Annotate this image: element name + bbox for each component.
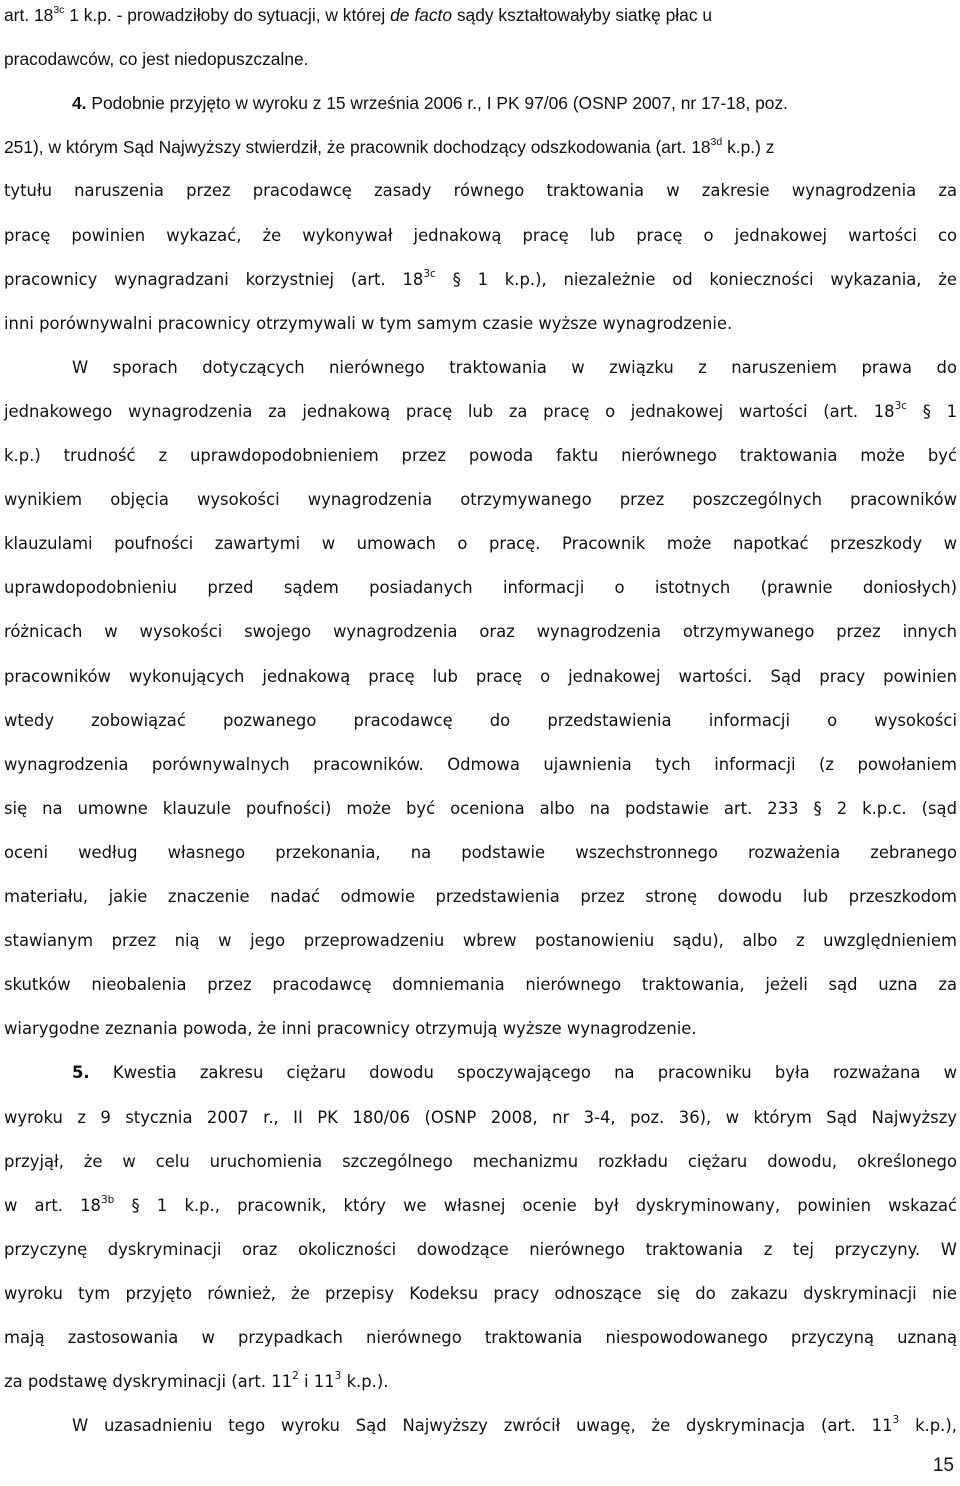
text-run: inni porównywalni pracownicy otrzymywali w tym samym czasie wyższe wynagrodzenie. [4, 313, 733, 333]
superscript: 3c [894, 399, 908, 412]
text-run: wtedy zobowiązać pozwanego pracodawcę do przedstawienia informacji o wysokości [4, 710, 957, 730]
superscript: 3c [53, 4, 65, 16]
text-run: mają zastosowania w przypadkach nierównego traktowania niespowodowanego przyczyną uznaną [4, 1328, 957, 1347]
text-run: W sporach dotyczących nierównego traktowania w związku z naruszeniem prawa do [72, 357, 957, 377]
text-run: wiarygodne zeznania powoda, że inni pracownicy otrzymują wyższe wynagrodzenie. [4, 1019, 697, 1039]
superscript: 3 [334, 1370, 342, 1383]
text-line [4, 710, 957, 732]
text-run: różnicach w wysokości swojego wynagrodzenia oraz wynagrodzenia otrzymywanego przez innych [4, 622, 957, 642]
text-run: Podobnie przyjęto w wyroku z 15 września 2006 r., I PK 97/06 (OSNP 2007, nr 17-18, poz. [86, 93, 788, 114]
text-line [72, 1415, 957, 1437]
text-line [4, 4, 957, 26]
text-run: Kwestia zakresu ciężaru dowodu spoczywającego na pracowniku była rozważana w [89, 1063, 957, 1083]
text-line [4, 930, 957, 952]
text-line [4, 1327, 957, 1349]
text-run: za podstawę dyskryminacji (art. 11 [4, 1372, 293, 1392]
text-run: k.p.) trudność z uprawdopodobnieniem przez powoda faktu nierównego traktowania może być [4, 446, 957, 465]
text-line [72, 92, 957, 114]
text-line [72, 1062, 957, 1084]
text-run: wyroku z 9 stycznia 2007 r., II PK 180/06 (OSNP 2008, nr 3-4, poz. 36), w którym Sąd Najwyższy [4, 1107, 957, 1127]
text-line [4, 842, 957, 864]
text-line [4, 754, 957, 776]
text-line [4, 886, 957, 908]
text-run: § 1 [907, 401, 957, 421]
text-run: klauzulami poufności zawartymi w umowach o pracę. Pracownik może napotkać przeszkody w [4, 534, 957, 554]
text-run: 1 k.p. - prowadziłoby do sytuacji, w której [64, 5, 391, 25]
text-line [4, 269, 957, 291]
text-line [4, 1151, 957, 1173]
text-line [4, 666, 957, 688]
text-run: wynikiem objęcia wysokości wynagrodzenia otrzymywanego przez poszczególnych pracowników [4, 490, 957, 510]
text-line [72, 357, 957, 379]
text-line [4, 798, 957, 820]
text-run: pracę powinien wykazać, że wykonywał jednakową pracę lub pracę o jednakowej wartości co [4, 225, 957, 245]
text-run: przyczynę dyskryminacji oraz okoliczności dowodzące nierównego traktowania z tej przyczyny. W [4, 1239, 957, 1259]
text-line [4, 1107, 957, 1129]
text-run: 4. [72, 93, 87, 114]
text-run: oceni według własnego przekonania, na podstawie wszechstronnego rozważenia zebranego [4, 842, 957, 862]
text-run: wyroku tym przyjęto również, że przepisy Kodeksu pracy odnoszące się do zakazu dyskryminacji nie [4, 1283, 957, 1303]
superscript: 3d [710, 136, 723, 149]
text-run: w art. 18 [4, 1195, 101, 1215]
text-line [4, 180, 957, 202]
text-run: pracowników wykonujących jednakową pracę lub pracę o jednakowej wartości. Sąd pracy powinien [4, 666, 957, 686]
text-run: pracodawców, co jest niedopuszczalne. [4, 49, 309, 70]
text-line [4, 445, 957, 467]
text-line [4, 974, 957, 996]
text-run: skutków nieobalenia przez pracodawcę domniemania nierównego traktowania, jeżeli sąd uzna za [4, 975, 957, 995]
superscript: 3b [101, 1193, 115, 1206]
text-run: pracownicy wynagradzani korzystniej (art. 18 [4, 269, 424, 289]
text-run: stawianym przez nią w jego przeprowadzeniu wbrew postanowieniu sądu), albo z uwzględnieniem [4, 931, 957, 951]
text-run: sądy kształtowałyby siatkę płac u [452, 5, 713, 25]
text-line [4, 1018, 957, 1040]
text-line [4, 621, 957, 643]
text-run: jednakowego wynagrodzenia za jednakową pracę lub za pracę o jednakowej wartości (art. 18 [4, 401, 895, 421]
text-line [4, 1195, 957, 1217]
text-run: k.p.), [899, 1416, 957, 1436]
text-line [4, 489, 957, 511]
text-run: się na umowne klauzule poufności) może być oceniona albo na podstawie art. 233 § 2 k.p.c. (sąd [4, 798, 957, 818]
text-run: tytułu naruszenia przez pracodawcę zasady równego traktowania w zakresie wynagrodzenia za [4, 181, 957, 201]
text-run: 251), w którym Sąd Najwyższy stwierdził, że pracownik dochodzący odszkodowania (art. 18 [4, 137, 711, 158]
text-line [4, 401, 957, 423]
text-line [4, 1283, 957, 1305]
text-line [4, 533, 957, 555]
text-run: i 11 [298, 1372, 335, 1392]
text-run: przyjął, że w celu uruchomienia szczególnego mechanizmu rozkładu ciężaru dowodu, określonego [4, 1151, 957, 1171]
text-run: k.p.) z [722, 137, 775, 158]
text-line [4, 577, 957, 599]
text-run: 5. [72, 1063, 90, 1083]
text-run: art. 18 [4, 5, 54, 25]
text-line [4, 1371, 957, 1393]
text-line [4, 1239, 957, 1261]
text-run: § 1 k.p., pracownik, który we własnej ocenie był dyskryminowany, powinien wskazać [114, 1195, 957, 1215]
superscript: 2 [292, 1370, 299, 1383]
superscript: 3c [423, 267, 436, 280]
text-run: materiału, jakie znaczenie nadać odmowie przedstawienia przez stronę dowodu lub przeszkodom [4, 887, 957, 906]
page-number: 15 [932, 1455, 954, 1476]
text-run: de facto [390, 5, 453, 25]
superscript: 3 [892, 1414, 900, 1427]
text-run: uprawdopodobnieniu przed sądem posiadanych informacji o istotnych (prawnie doniosłych) [4, 578, 957, 598]
text-line [4, 225, 957, 247]
text-run: k.p.). [341, 1372, 389, 1392]
text-run: wynagrodzenia porównywalnych pracowników. Odmowa ujawnienia tych informacji (z powołaniem [4, 754, 957, 774]
text-line [4, 313, 957, 335]
text-line [4, 48, 957, 70]
text-line [4, 136, 957, 158]
text-run: § 1 k.p.), niezależnie od konieczności wykazania, że [435, 269, 957, 289]
text-run: W uzasadnieniu tego wyroku Sąd Najwyższy zwrócił uwagę, że dyskryminacja (art. 11 [72, 1416, 893, 1436]
